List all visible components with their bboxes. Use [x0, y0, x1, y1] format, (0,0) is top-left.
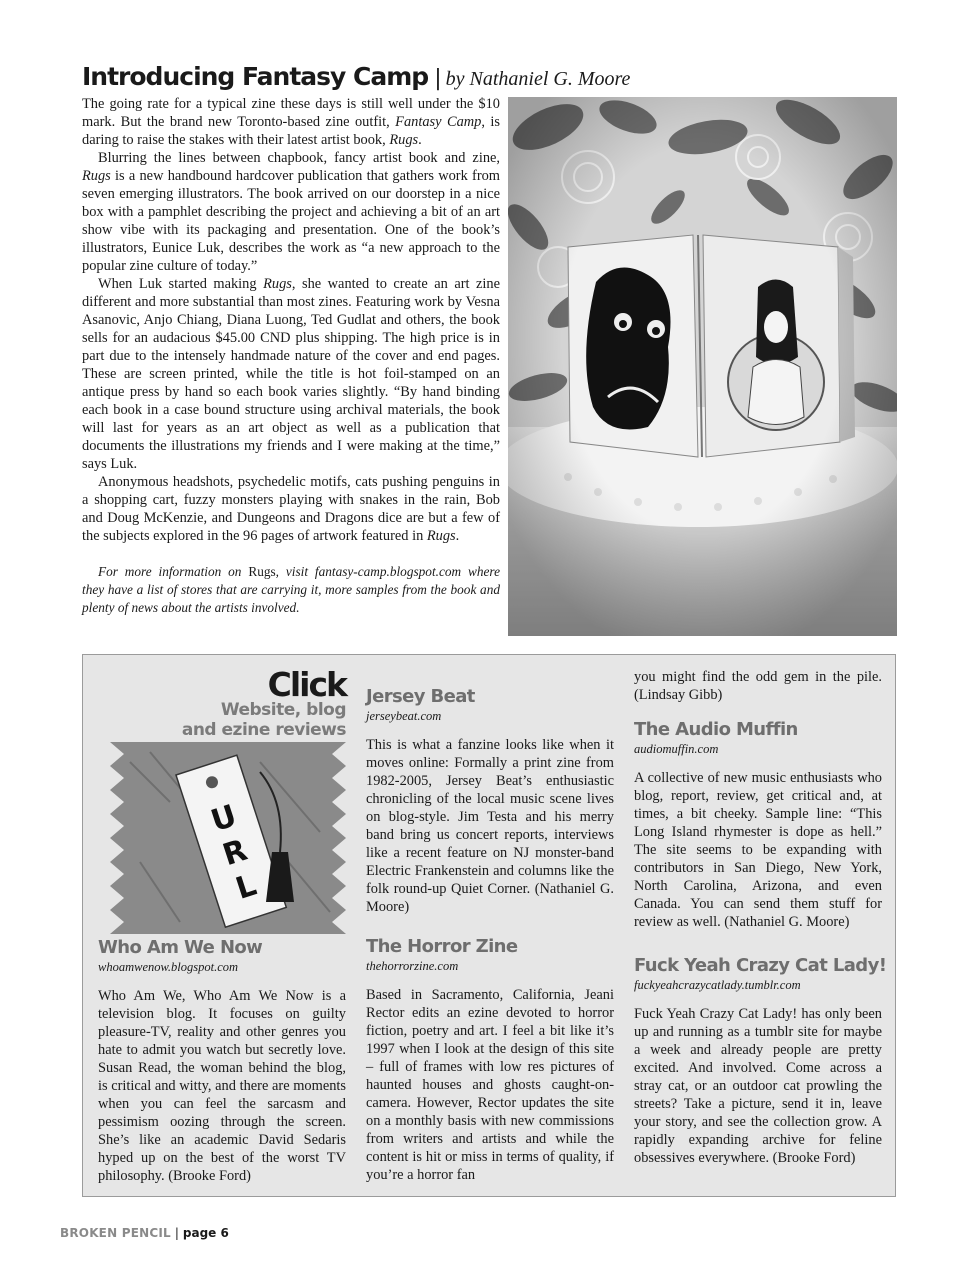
text-run: , visit fantasy-camp.blogspot.com where they have a list of stores that are carrying it, more samples from the book and plenty of news about the artists involved.: [82, 564, 500, 615]
text-run: The going rate for a typical zine these days is still well under the $10 mark. But the brand new Toronto-based zine outfit,: [82, 96, 500, 130]
text-run: , is daring to raise the stakes with their latest artist book,: [82, 114, 500, 148]
article-byline: by Nathaniel G. Moore: [445, 68, 631, 90]
review-url[interactable]: audiomuffin.com: [634, 742, 719, 756]
italic-run: Rugs: [263, 276, 292, 292]
italic-run: Rugs: [389, 132, 419, 148]
footer-page-number: page 6: [182, 1226, 229, 1240]
subheading-line-2: and ezine reviews: [181, 720, 346, 740]
url-letter-u: U: [206, 798, 241, 840]
review-body: A collective of new music enthusiasts who blog, report, review, get critical and, at times, a bit cheeky. Sample line: “This Long Island rhymester is dope as hell.” The site seems to be expanding with contributors in San Diego, New York, North Carolina, Arizona, and even Canada. You can send them stuff for review as well. (Nathaniel G. Moore): [634, 770, 882, 930]
article-paragraph-3: [82, 275, 500, 473]
review-crazy-cat-lady: [634, 955, 887, 1167]
review-body: Fuck Yeah Crazy Cat Lady! has only been up and running as a tumblr site for maybe a week and already people are pretty excited. And involved. Come across a stray cat, or an outdoor cat prowling the streets? Take a picture, send it in, leave your story, and see the collection grow. A rapidly expanding archive for feline obsessives everywhere. (Brooke Ford): [634, 1006, 882, 1166]
review-body: Who Am We, Who Am We Now is a television blog. It focuses on guilty pleasure-TV, reality and other genres you hate to admit you watch but secretly love. Susan Read, the woman behind the blog, is critical and witty, and there are moments when you can feel the sarcasm and pessimism oozing through the screen. She’s like an academic David Sedaris hyped up on the best of the worst TV philosophy. (Brooke Ford): [98, 988, 346, 1184]
url-tag-illustration: [110, 742, 346, 934]
text-run: Anonymous headshots, psychedelic motifs, cats pushing penguins in a shopping cart, fuzzy monsters playing with snakes in the rain, Bob and Doug McKenzie, and Dungeons and Dragons dice are but a few of the subjects explored in the 96 pages of artwork featured in: [82, 474, 500, 544]
article-paragraph-4: [82, 473, 500, 545]
review-title: The Horror Zine: [366, 936, 518, 957]
text-run: .: [418, 132, 422, 148]
review-body: Based in Sacramento, California, Jeani Rector edits an ezine devoted to horror fiction, poetry and art. I feel a bit like it’s 1997 when I look at the design of this site – full of frames with low res pictures of haunted houses and ghosts caught-on-camera. However, Rector updates the site on a monthly basis with new commissions from writers and artists and while the content is hit or miss in terms of quality, if you’re a horror fan: [366, 987, 614, 1183]
review-body: This is what a fanzine looks like when it moves online: Formally a print zine from 1982-2005, Jersey Beat’s enthusiastic chronicling of the local music scene lives on blog-style. Jim Testa and his merry band bring us concert reports, interviews like a recent feature on NJ monster-band Electric Frankenstein and columns like the folk round-up Quiet Corner. (Nathaniel G. Moore): [366, 737, 614, 915]
article-paragraph-1: [82, 95, 500, 149]
url-letter-l: L: [231, 867, 261, 907]
review-the-audio-muffin: [634, 719, 882, 931]
footer-publication: BROKEN PENCIL: [60, 1226, 171, 1240]
italic-run: Fantasy Camp: [395, 114, 482, 130]
italic-run: Rugs: [82, 168, 111, 184]
article-paragraph-2: [82, 149, 500, 275]
click-heading: Click: [267, 665, 346, 704]
review-title: The Audio Muffin: [634, 719, 798, 740]
review-title: Jersey Beat: [366, 686, 475, 707]
title-separator: |: [434, 66, 442, 91]
article-body: [82, 95, 500, 617]
italic-run: Rugs: [426, 528, 456, 544]
text-run: is a new handbound hardcover publication that gathers work from seven emerging illustrators. The book arrived on our doorstep in a nice box with a pamphlet describing the project and achieving a bit of an art show vibe with its packaging and presentation. One of the book’s illustrators, Eunice Luk, describes the work as “a new approach to the popular zine culture of today.”: [82, 168, 500, 274]
horror-zine-continuation: you might find the odd gem in the pile. (Lindsay Gibb): [634, 669, 882, 703]
page-footer: [60, 1226, 229, 1240]
text-run: Blurring the lines between chapbook, fancy artist book and zine,: [98, 150, 500, 166]
text-run: For more information on: [98, 564, 249, 579]
roman-run: Rugs: [248, 564, 276, 579]
review-url[interactable]: thehorrorzine.com: [366, 959, 459, 973]
book-photo: [508, 97, 897, 636]
text-run: , she wanted to create an art zine different and more substantial than most zines. Featuring work by Vesna Asanovic, Anjo Chiang, Diana Luong, Ted Gudlat and others, the book sells for an audacious $45.00 CND plus shipping. The high price is in part due to the intensely handmade nature of the cover and end pages. These are screen printed, while the title is hot foil-stamped on an antique press by hand so each book varies slightly. “By hand binding each book in a case bound structure using archival materials, the book will last for years as an art object as well as a publication that documents the illustrations my friends and I were making at the time,” says Luk.: [82, 276, 500, 472]
more-info-note: [82, 563, 500, 617]
review-title: Fuck Yeah Crazy Cat Lady!: [634, 955, 887, 976]
click-subheading: [160, 700, 346, 740]
review-url[interactable]: fuckyeahcrazycatlady.tumblr.com: [634, 978, 801, 992]
book-photo-graphic: [508, 97, 897, 636]
text-run: .: [455, 528, 460, 544]
review-url[interactable]: whoamwenow.blogspot.com: [98, 960, 239, 974]
review-url[interactable]: jerseybeat.com: [366, 709, 442, 723]
text-run: When Luk started making: [98, 276, 264, 292]
article-title-row: [82, 62, 642, 91]
footer-separator: |: [174, 1226, 179, 1240]
review-title: Who Am We Now: [98, 937, 263, 958]
review-the-horror-zine: [366, 936, 614, 1184]
review-who-am-we-now: [98, 937, 346, 1185]
url-letter-r: R: [218, 832, 252, 874]
review-jersey-beat: [366, 686, 614, 916]
subheading-line-1: Website, blog: [220, 700, 346, 720]
url-tag-graphic: [110, 742, 346, 934]
article-title: Introducing Fantasy Camp: [82, 62, 429, 91]
